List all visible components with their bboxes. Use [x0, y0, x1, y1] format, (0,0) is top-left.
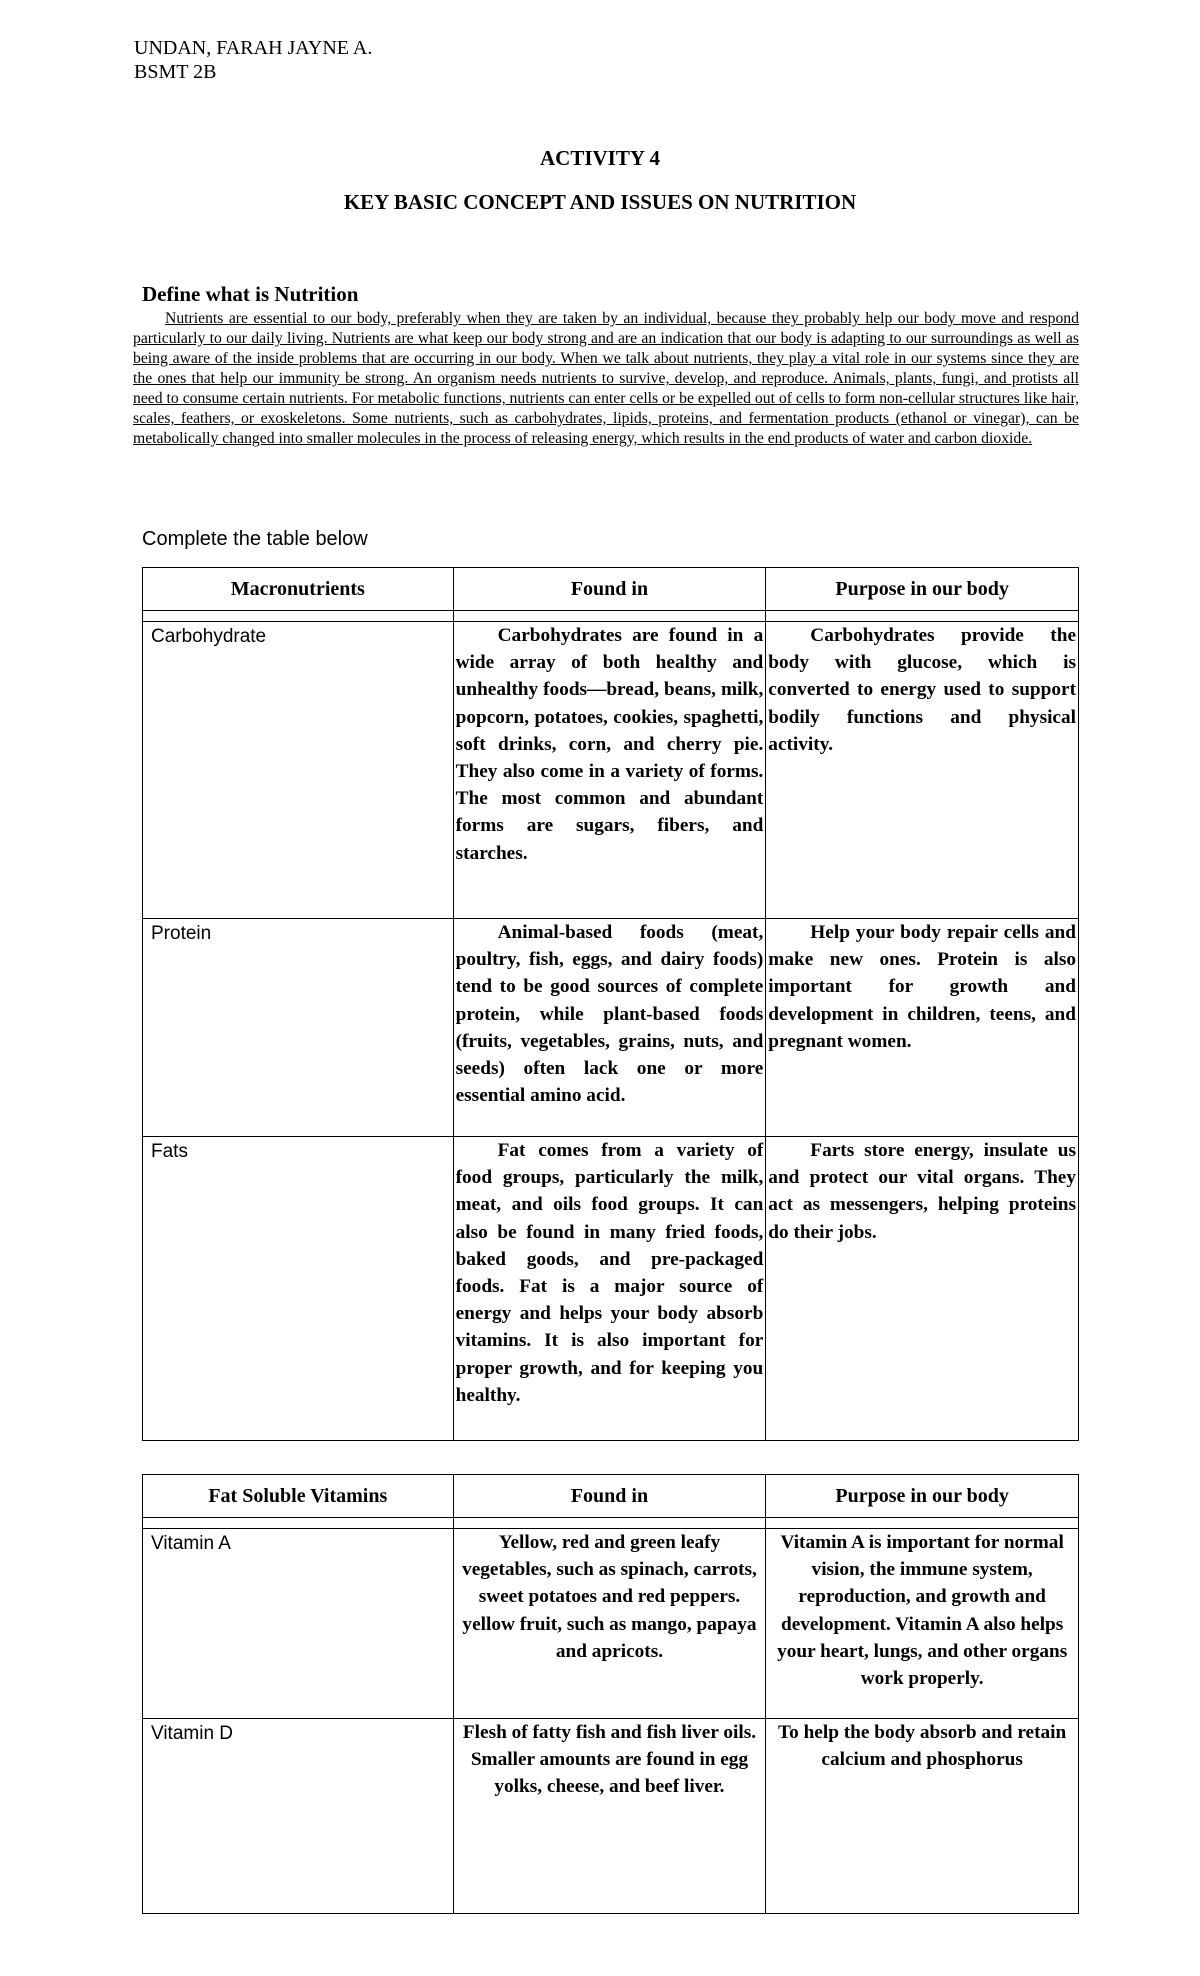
- topic-title: KEY BASIC CONCEPT AND ISSUES ON NUTRITION: [343, 190, 857, 214]
- purpose-cell: Carbohydrates provide the body with glucose, which is converted to energy used to support bodily functions and physical activity.: [766, 622, 1079, 919]
- student-name: UNDAN, FARAH JAYNE A.: [134, 37, 373, 59]
- found-in-cell: Animal-based foods (meat, poultry, fish, eggs, and dairy foods) tend to be good sources of complete protein, while plant-based foods (fruits, vegetables, grains, nuts, and seeds) often lack one or more essential amino acid.: [453, 919, 766, 1137]
- column-header: Macronutrients: [143, 568, 454, 611]
- definition-heading: Define what is Nutrition: [142, 282, 359, 306]
- found-in-cell: Yellow, red and green leafy vegetables, such as spinach, carrots, sweet potatoes and red peppers. yellow fruit, such as mango, papaya and apricots.: [453, 1529, 766, 1719]
- table-instruction: Complete the table below: [142, 528, 368, 550]
- purpose-cell: Farts store energy, insulate us and protect our vital organs. They act as messengers, helping proteins do their jobs.: [766, 1137, 1079, 1441]
- nutrient-name: Carbohydrate: [143, 622, 454, 919]
- table-row: [143, 1719, 1079, 1914]
- student-course: BSMT 2B: [134, 61, 217, 83]
- nutrient-name: Fats: [143, 1137, 454, 1441]
- vitamin-name: Vitamin A: [143, 1529, 454, 1719]
- found-in-cell: Flesh of fatty fish and fish liver oils. Smaller amounts are found in egg yolks, cheese, and beef liver.: [453, 1719, 766, 1914]
- table-row: [143, 1529, 1079, 1719]
- found-in-cell: Carbohydrates are found in a wide array of both healthy and unhealthy foods—bread, beans, milk, popcorn, potatoes, cookies, spaghetti, soft drinks, corn, and cherry pie. They also come in a variety of forms. The most common and abundant forms are sugars, fibers, and starches.: [453, 622, 766, 919]
- table-row: [143, 919, 1079, 1137]
- definition-paragraph: Nutrients are essential to our body, preferably when they are taken by an individual, because they probably help our body move and respond particularly to our daily living. Nutrients are what keep our body strong and are an indication that our body is adapting to our surroundings as well as being aware of the inside problems that are occurring in our body. When we talk about nutrients, they play a vital role in our systems since they are the ones that help our immunity be strong. An organism needs nutrients to survive, develop, and reproduce. Animals, plants, fungi, and protists all need to consume certain nutrients. For metabolic functions, nutrients can enter cells or be expelled out of cells to form non-cellular structures like hair, scales, feathers, or exoskeletons. Some nutrients, such as carbohydrates, lipids, proteins, and fermentation products (ethanol or vinegar), can be metabolically changed into smaller molecules in the process of releasing energy, which results in the end products of water and carbon dioxide.: [133, 310, 1079, 447]
- table-header-row: [143, 568, 1079, 611]
- table-row: [143, 1137, 1079, 1441]
- table-header-row: [143, 1475, 1079, 1518]
- column-header: Fat Soluble Vitamins: [143, 1475, 454, 1518]
- student-header: [134, 36, 372, 84]
- nutrient-name: Protein: [143, 919, 454, 1137]
- found-in-cell: Fat comes from a variety of food groups, particularly the milk, meat, and oils food groups. It can also be found in many fried foods, baked goods, and pre-packaged foods. Fat is a major source of energy and helps your body absorb vitamins. It is also important for proper growth, and for keeping you healthy.: [453, 1137, 766, 1441]
- purpose-cell: Help your body repair cells and make new ones. Protein is also important for growth and development in children, teens, and pregnant women.: [766, 919, 1079, 1137]
- column-header: Purpose in our body: [766, 1475, 1079, 1518]
- column-header: Purpose in our body: [766, 568, 1079, 611]
- purpose-cell: Vitamin A is important for normal vision, the immune system, reproduction, and growth and development. Vitamin A also helps your heart, lungs, and other organs work properly.: [766, 1529, 1079, 1719]
- column-header: Found in: [453, 568, 766, 611]
- activity-title: ACTIVITY 4: [540, 146, 660, 170]
- macronutrients-table: [142, 567, 1079, 1441]
- table-row: [143, 622, 1079, 919]
- column-header: Found in: [453, 1475, 766, 1518]
- fat-soluble-vitamins-table: [142, 1474, 1079, 1914]
- vitamin-name: Vitamin D: [143, 1719, 454, 1914]
- purpose-cell: To help the body absorb and retain calcium and phosphorus: [766, 1719, 1079, 1914]
